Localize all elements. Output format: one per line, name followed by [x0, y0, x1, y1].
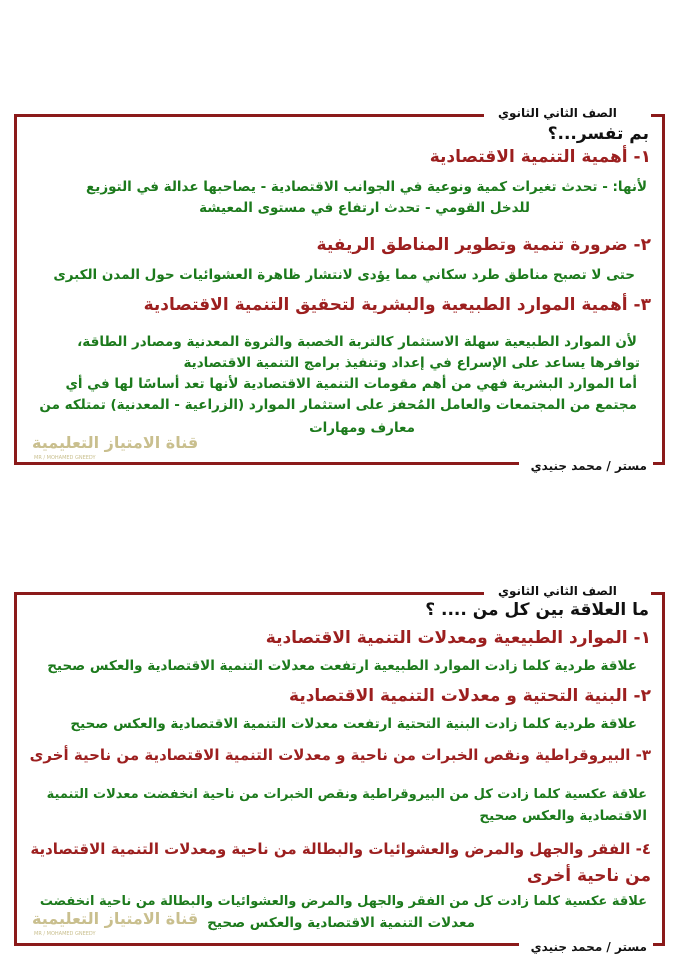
- card-explain: [14, 100, 665, 475]
- frame-top-line-end: [651, 114, 665, 117]
- item-text: علاقة عكسية كلما زادت كل من الفقر والجهل والمرض والعشوائيات والبطالة من ناحية انخفضت: [39, 894, 647, 909]
- frame-bottom-line: [14, 943, 519, 946]
- item-text: معارف ومهارات: [309, 420, 415, 436]
- frame-top-line: [14, 592, 484, 595]
- item-text: علاقة طردية كلما زادت الموارد الطبيعية ارتفعت معدلات التنمية الاقتصادية والعكس صحيح: [47, 658, 637, 674]
- item-heading: ٢- ضرورة تنمية وتطوير المناطق الريفية: [316, 235, 651, 255]
- frame-top-line-end: [651, 592, 665, 595]
- item-heading: ١- أهمية التنمية الاقتصادية: [429, 147, 651, 167]
- item-text: الاقتصادية والعكس صحيح: [479, 808, 647, 824]
- frame-bottom-line-end: [653, 943, 665, 946]
- item-text: لأنها: - تحدث تغيرات كمية ونوعية في الجوانب الاقتصادية - يصاحبها عدالة في التوزيع: [86, 179, 647, 195]
- channel-watermark: قناة الامتياز التعليمية: [32, 909, 199, 928]
- question-title: ما العلاقة بين كل من .... ؟: [425, 600, 649, 620]
- item-text: أما الموارد البشرية فهي من أهم مقومات التنمية الاقتصادية لأنها تعد أساسًا لها في أي: [65, 376, 637, 392]
- item-heading: ٣- البيروقراطية ونقص الخبرات من ناحية و معدلات التنمية الاقتصادية من ناحية أخرى: [29, 746, 651, 764]
- watermark-credit: MR / MOHAMED GNEEDY: [34, 931, 96, 937]
- item-text: علاقة عكسية كلما زادت كل من البيروقراطية ونقص الخبرات من ناحية انخفضت معدلات التنمية: [46, 787, 647, 802]
- watermark-credit: MR / MOHAMED GNEEDY: [34, 455, 96, 461]
- item-text: لأن الموارد الطبيعية سهلة الاستثمار كالتربة الخصبة والثروة المعدنية ومصادر الطاقة،: [77, 334, 637, 350]
- item-heading-cont: من ناحية أخرى: [526, 866, 651, 886]
- item-heading: ٢- البنية التحتية و معدلات التنمية الاقتصادية: [289, 686, 651, 706]
- question-title: بم تفسر...؟: [547, 124, 649, 144]
- channel-watermark: قناة الامتياز التعليمية: [32, 433, 199, 452]
- teacher-name: مستر / محمد جنيدي: [530, 459, 647, 473]
- frame-top-line: [14, 114, 484, 117]
- item-heading: ١- الموارد الطبيعية ومعدلات التنمية الاقتصادية: [265, 628, 651, 648]
- frame-bottom-line: [14, 462, 519, 465]
- item-text: مجتمع من المجتمعات والعامل المُحفز على استثمار الموارد (الزراعية - المعدنية) تمتلكه من: [39, 397, 637, 413]
- item-text: علاقة طردية كلما زادت البنية التحتية ارتفعت معدلات التنمية الاقتصادية والعكس صحيح: [70, 716, 637, 732]
- item-heading: ٤- الفقر والجهل والمرض والعشوائيات والبطالة من ناحية ومعدلات التنمية الاقتصادية: [30, 840, 651, 858]
- item-text: حتى لا تصبح مناطق طرد سكاني مما يؤدى لانتشار ظاهرة العشوائيات حول المدن الكبرى: [53, 267, 635, 283]
- grade-label: الصف الثاني الثانوي: [498, 106, 617, 120]
- teacher-name: مستر / محمد جنيدي: [530, 940, 647, 954]
- item-text: للدخل القومي - تحدث ارتفاع في مستوى المعيشة: [199, 200, 530, 216]
- item-heading: ٣- أهمية الموارد الطبيعية والبشرية لتحقيق التنمية الاقتصادية: [143, 295, 651, 315]
- item-text: توافرها يساعد على الإسراع في إعداد وتنفيذ برامج التنمية الاقتصادية: [183, 355, 640, 371]
- item-text: معدلات التنمية الاقتصادية والعكس صحيح: [207, 915, 475, 931]
- card-relationship: [14, 578, 665, 956]
- frame-bottom-line-end: [653, 462, 665, 465]
- grade-label: الصف الثاني الثانوي: [498, 584, 617, 598]
